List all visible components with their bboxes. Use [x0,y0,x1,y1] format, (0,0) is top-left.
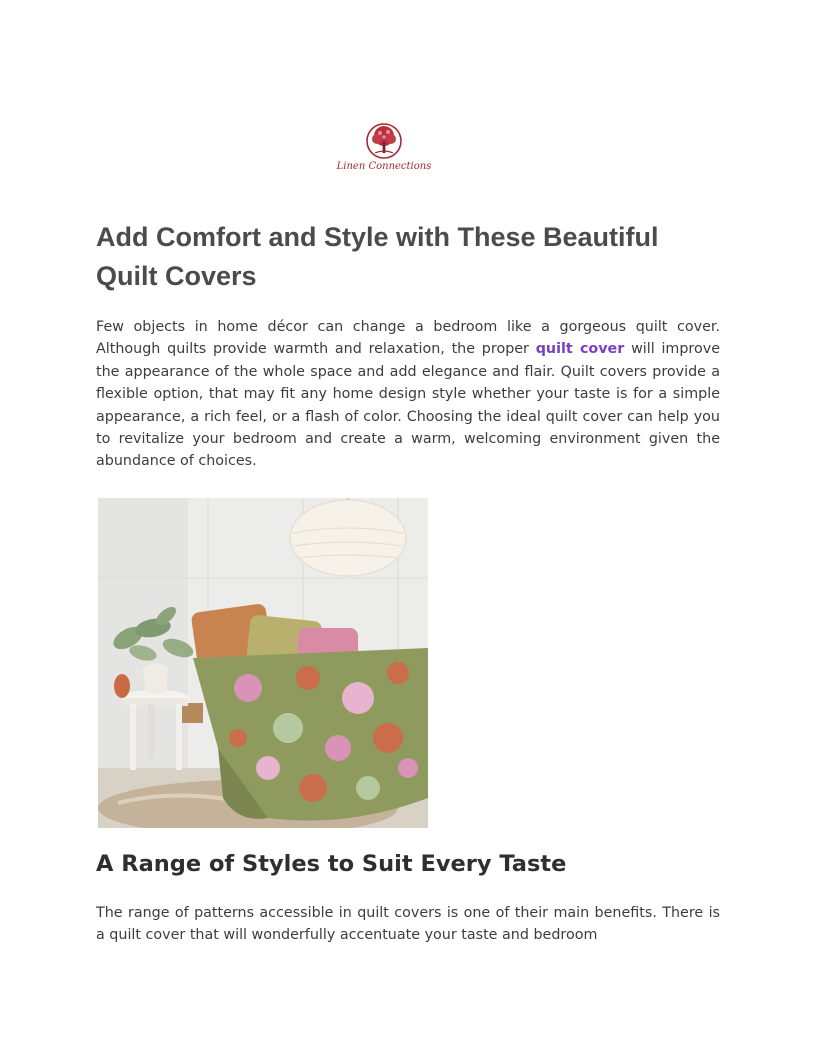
section-paragraph: The range of patterns accessible in quilt covers is one of their main benefits. There is a quilt cover that will wonderfully accentuate your taste and bedroom [96,905,720,944]
page-title: Add Comfort and Style with These Beautiful Quilt Covers [96,222,659,291]
intro-paragraph [96,316,720,473]
intro-text-start: Few objects in home décor can change a bedroom like a gorgeous quilt cover. Although quilts provide warmth and relaxation, the proper [96,319,720,358]
brand-logo-text: Linen Connections [336,161,432,172]
bedroom-photo [98,498,428,828]
tree-icon [365,122,403,160]
section-heading: A Range of Styles to Suit Every Taste [96,851,567,877]
brand-logo [336,122,432,180]
quilt-cover-link[interactable]: quilt cover [535,341,625,358]
intro-text-end: will improve the appearance of the whole space and add elegance and flair. Quilt covers provide a flexible option, that may fit any home design style whether your taste is for a simple appearance, a rich feel, or a flash of color. Choosing the ideal quilt cover can help you to revitalize your bedroom and create a warm, welcoming environment given the abundance of choices. [96,341,720,470]
